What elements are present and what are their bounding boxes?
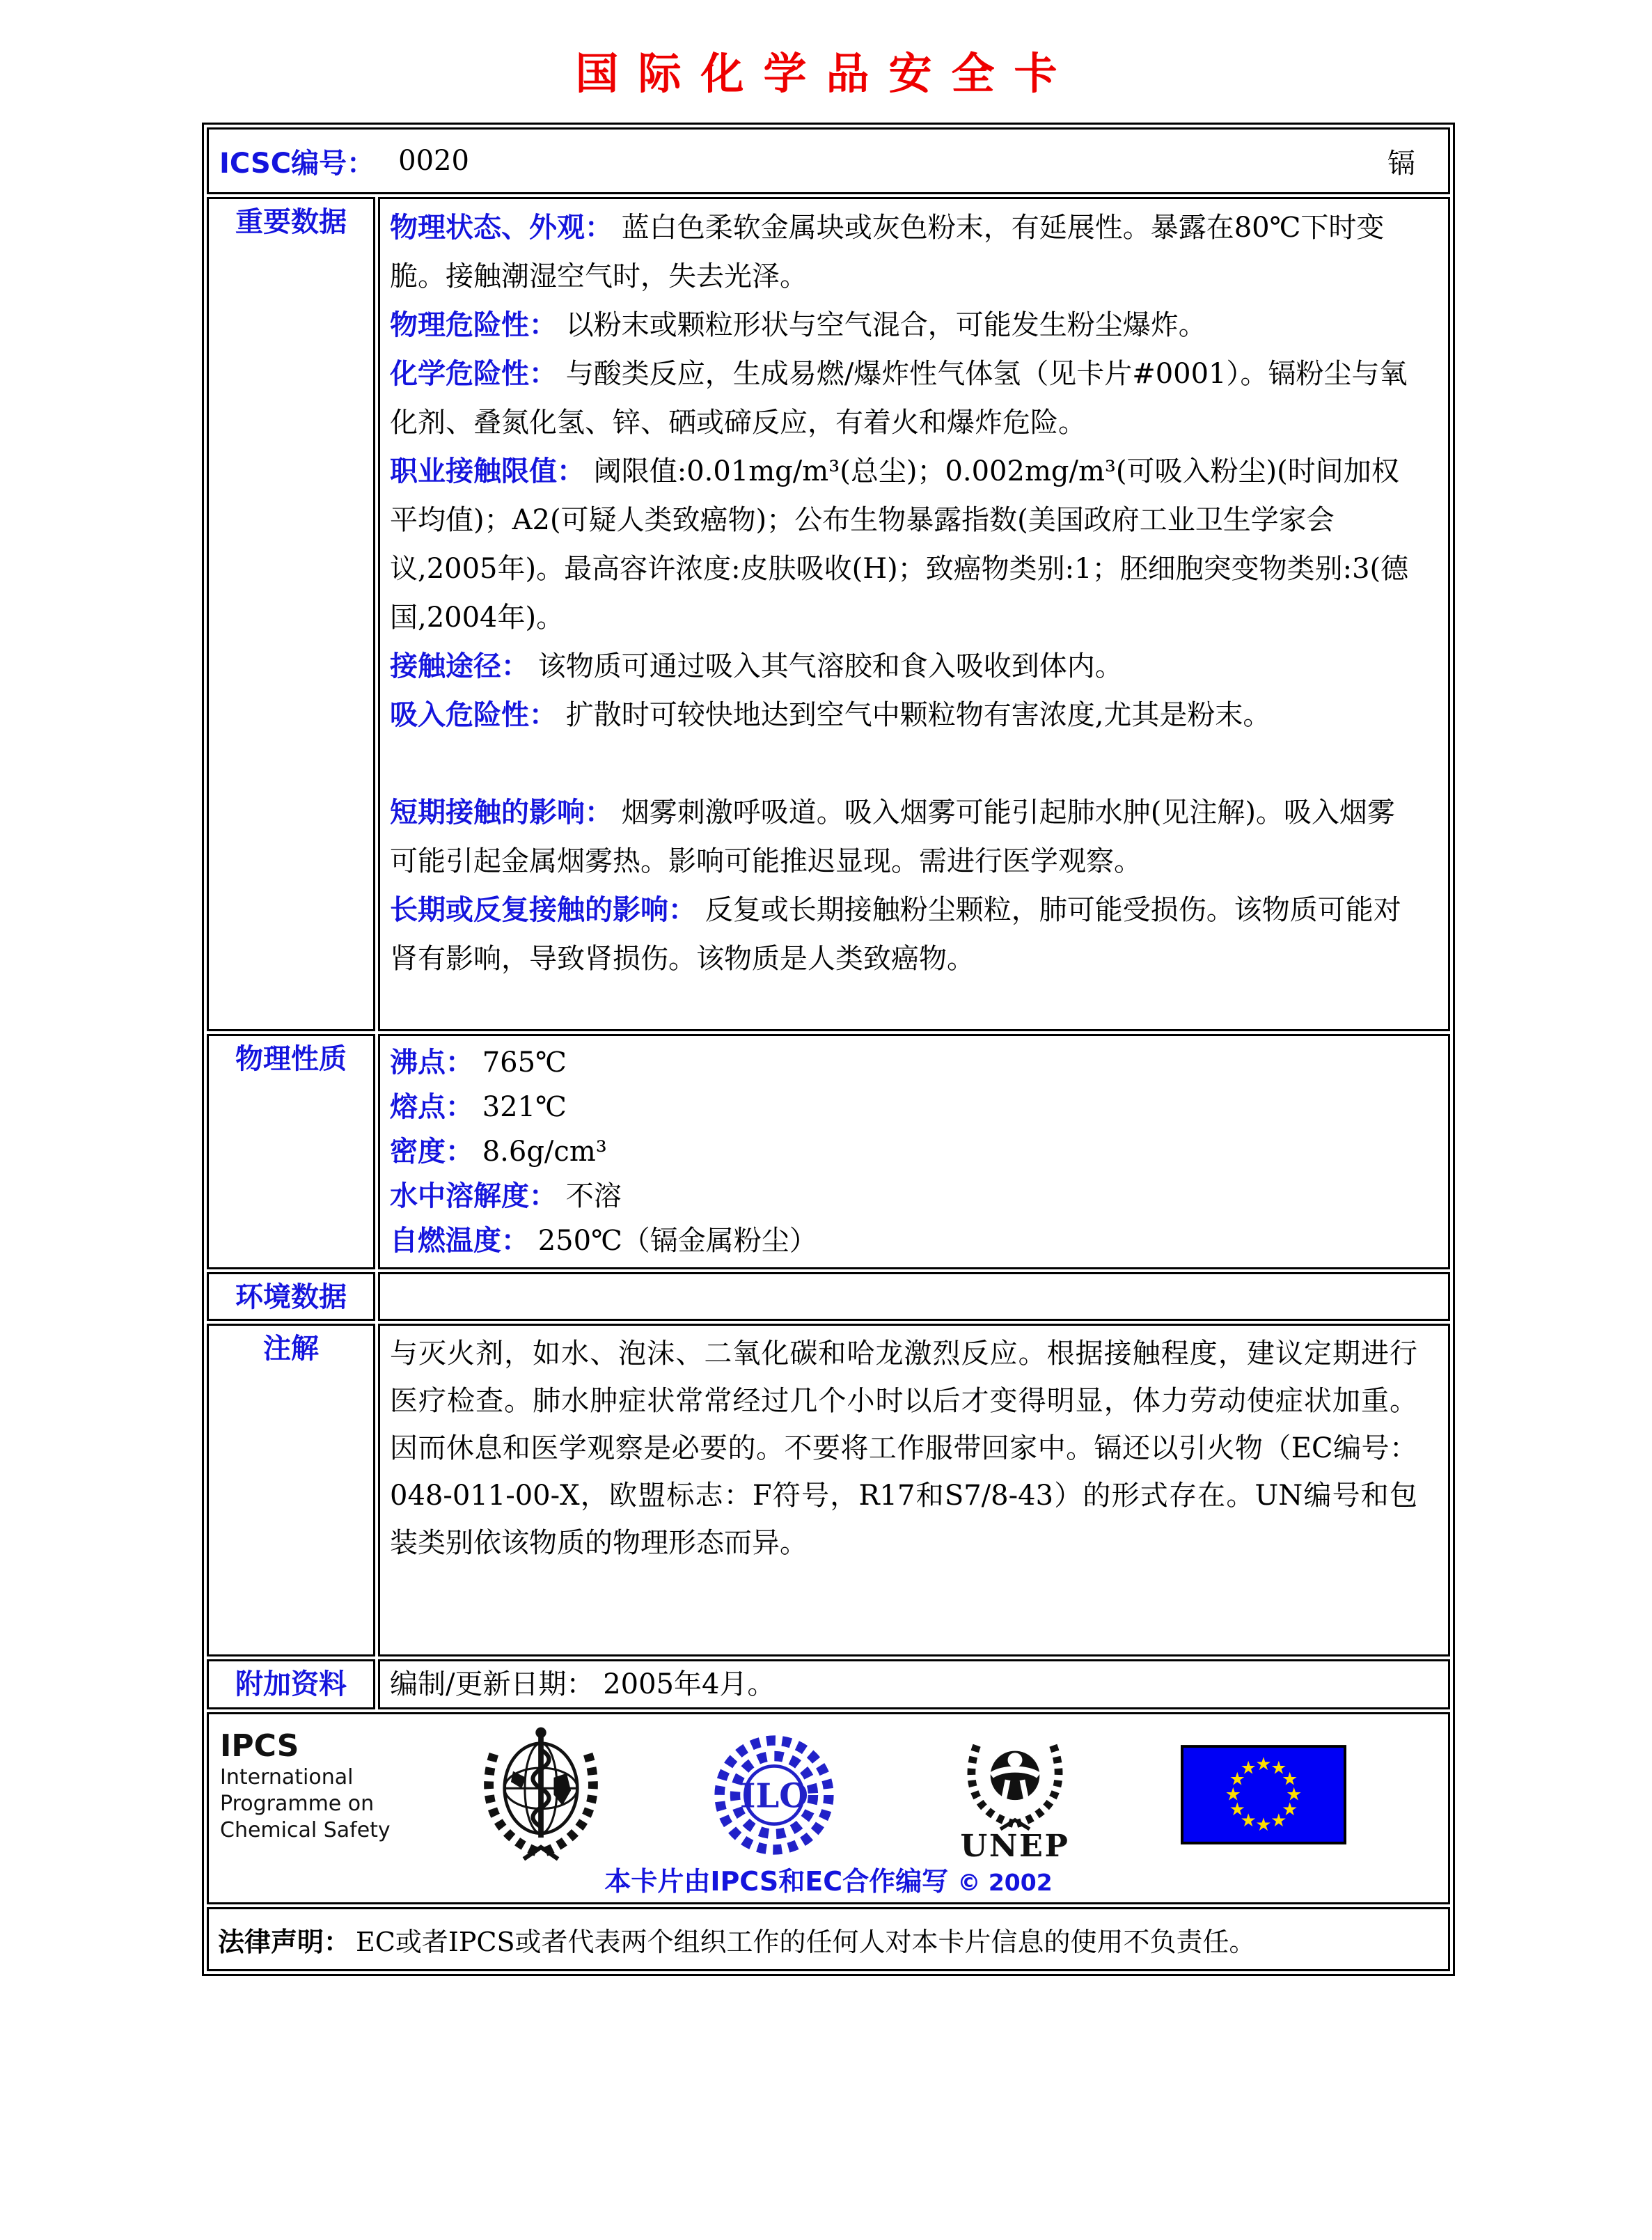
field-label: 物理状态、外观：: [390, 212, 613, 244]
field-text: 与酸类反应，生成易燃/爆炸性气体氢（见卡片#0001）。镉粉尘与氧化剂、叠氮化氢、锌、硒或碲反应，有着火和爆炸危险。: [390, 358, 1408, 439]
field-text: 以粉末或颗粒形状与空气混合，可能发生粉尘爆炸。: [557, 309, 1206, 341]
credit-line: [209, 1860, 1448, 1898]
field-item: [390, 1129, 1417, 1174]
section-label-notes: 注解: [207, 1324, 375, 1656]
field-item: [390, 642, 1417, 691]
header-row: [207, 127, 1450, 194]
field-label: 长期或反复接触的影响：: [390, 894, 696, 926]
field-label: 职业接触限值：: [390, 455, 585, 487]
page-title: 国际化学品安全卡: [575, 48, 1077, 99]
physical-properties-row: [207, 1034, 1450, 1269]
header-cell: [207, 127, 1450, 194]
environmental-data-content: [378, 1272, 1450, 1321]
field-text: 250℃（镉金属粉尘）: [529, 1225, 817, 1257]
who-logo: [475, 1724, 607, 1866]
ipcs-title: IPCS: [220, 1728, 299, 1764]
field-text: 反复或长期接触粉尘颗粒，肺可能受损伤。该物质可能对肾有影响，导致肾损伤。该物质是人类致癌物。: [390, 894, 1401, 975]
icsc-number-value: 0020: [398, 145, 469, 177]
ipcs-line-2: Programme on: [220, 1792, 375, 1816]
notes-row: [207, 1324, 1450, 1656]
field-item: [390, 301, 1417, 350]
footer-row: [207, 1712, 1450, 1904]
icsc-number-label: ICSC编号：: [219, 147, 375, 180]
field-item: [390, 447, 1417, 642]
icsc-card-table: [202, 123, 1455, 1976]
svg-text:★: ★: [1240, 1757, 1257, 1779]
field-item: [390, 691, 1417, 739]
svg-text:★: ★: [1271, 1810, 1287, 1832]
field-text: 321℃: [473, 1091, 567, 1123]
svg-text:★: ★: [1255, 1815, 1272, 1836]
notes-content: 与灭火剂，如水、泡沫、二氧化碳和哈龙激烈反应。根据接触程度，建议定期进行医疗检查。肺水肿症状常常经过几个小时以后才变得明显，体力劳动使症状加重。因而休息和医学观察是必要的。不要将工作服带回家中。镉还以引火物（EC编号：048-011-00-X，欧盟标志：F符号，R17和S7/8-43）的形式存在。UN编号和包装类别依该物质的物理形态而异。: [378, 1324, 1450, 1656]
field-label: 吸入危险性：: [390, 699, 557, 731]
legal-cell: [207, 1907, 1450, 1971]
important-data-row: [207, 197, 1450, 1031]
legal-notice-text: EC或者IPCS或者代表两个组织工作的任何人对本卡片信息的使用不负责任。: [356, 1926, 1256, 1957]
ilo-logo: [711, 1734, 837, 1859]
field-item: [390, 1040, 1417, 1085]
field-item: [390, 886, 1417, 983]
ipcs-line-3: Chemical Safety: [220, 1818, 391, 1842]
credit-text: 本卡片由IPCS和EC合作编写: [604, 1866, 949, 1897]
legal-notice-label: 法律声明：: [218, 1926, 351, 1957]
field-text: 蓝白色柔软金属块或灰色粉末，有延展性。暴露在80℃下时变脆。接触潮湿空气时，失去光泽。: [390, 212, 1385, 292]
unep-logo: [959, 1725, 1071, 1865]
svg-text:★: ★: [1282, 1799, 1298, 1821]
svg-text:★: ★: [1282, 1769, 1298, 1790]
ipcs-line-1: International: [220, 1765, 354, 1789]
footer-cell: [207, 1712, 1450, 1904]
field-label: 短期接触的影响：: [390, 797, 613, 829]
additional-info-content: 编制/更新日期： 2005年4月。: [378, 1659, 1450, 1709]
section-label-physical-properties: 物理性质: [207, 1034, 375, 1269]
field-label: 接触途径：: [390, 650, 529, 682]
field-text: 阈限值:0.01mg/m³(总尘)；0.002mg/m³(可吸入粉尘)(时间加权平均值)；A2(可疑人类致癌物)；公布生物暴露指数(美国政府工业卫生学家会议,2005年)。最高容许浓度:皮肤吸收(H)；致癌物类别:1；胚细胞突变物类别:3(德国,2004年)。: [390, 455, 1409, 634]
field-text: 8.6g/cm³: [473, 1136, 607, 1168]
svg-text:★: ★: [1255, 1753, 1272, 1775]
environmental-data-row: [207, 1272, 1450, 1321]
physical-properties-content: [378, 1034, 1450, 1269]
legal-row: [207, 1907, 1450, 1971]
svg-text:★: ★: [1240, 1810, 1257, 1832]
field-item: [390, 1219, 1417, 1263]
svg-text:★: ★: [1271, 1757, 1287, 1779]
field-item: [390, 350, 1417, 447]
svg-text:★: ★: [1229, 1799, 1245, 1821]
field-item: [390, 1085, 1417, 1129]
legal-inner: [210, 1910, 1447, 1968]
field-label: 沸点：: [390, 1047, 473, 1079]
ipcs-text-block: [220, 1728, 391, 1844]
svg-text:★: ★: [1286, 1784, 1303, 1806]
field-text: 该物质可通过吸入其气溶胶和食入吸收到体内。: [529, 650, 1123, 682]
field-text: 不溶: [557, 1180, 622, 1212]
additional-info-row: [207, 1659, 1450, 1709]
unep-caption: UNEP: [960, 1828, 1070, 1862]
eu-flag-icon: [1181, 1745, 1346, 1847]
copyright-text: © 2002: [957, 1869, 1053, 1896]
field-text: 扩散时可较快地达到空气中颗粒物有害浓度,尤其是粉末。: [557, 699, 1271, 731]
field-label: 熔点：: [390, 1091, 473, 1123]
field-label: 自燃温度：: [390, 1225, 529, 1257]
substance-name: 镉: [1387, 147, 1415, 180]
section-label-environmental-data: 环境数据: [207, 1272, 375, 1321]
blank-line: [390, 739, 1417, 788]
field-item: [390, 203, 1417, 301]
field-label: 密度：: [390, 1136, 473, 1168]
field-label: 水中溶解度：: [390, 1180, 557, 1212]
field-item: [390, 788, 1417, 886]
field-text: 765℃: [473, 1047, 567, 1079]
field-text: 烟雾刺激呼吸道。吸入烟雾可能引起肺水肿(见注解)。吸入烟雾可能引起金属烟雾热。影响可能推迟显现。需进行医学观察。: [390, 797, 1395, 877]
svg-text:★: ★: [1225, 1784, 1241, 1806]
header-inner: [210, 130, 1447, 191]
ilo-letters: ILO: [739, 1776, 809, 1816]
important-data-content: [378, 197, 1450, 1031]
field-label: 化学危险性：: [390, 358, 557, 390]
section-label-additional-info: 附加资料: [207, 1659, 375, 1709]
section-label-important-data: 重要数据: [207, 197, 375, 1031]
svg-text:★: ★: [1229, 1769, 1245, 1790]
field-label: 物理危险性：: [390, 309, 557, 341]
field-item: [390, 1174, 1417, 1219]
